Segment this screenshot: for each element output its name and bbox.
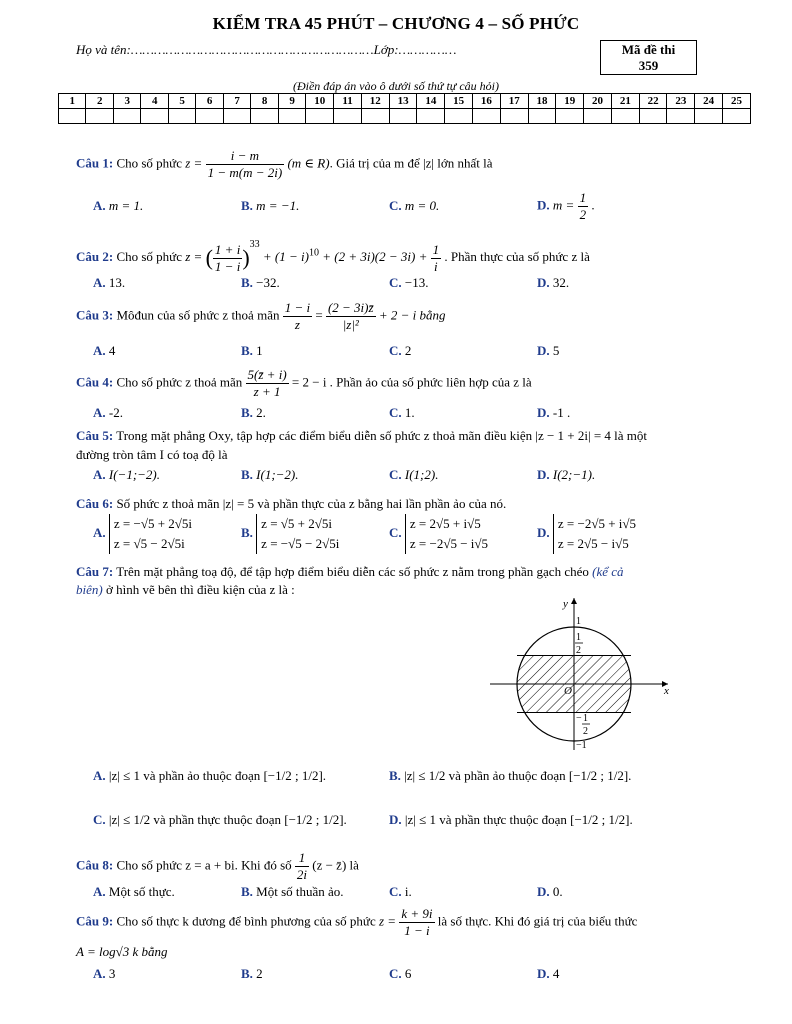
- option-letter: A.: [93, 768, 106, 783]
- question-text: Trên mặt phẳng toạ độ, để tập hợp điểm biểu diễn các số phức z nằm trong phần gạch chéo: [116, 564, 589, 579]
- option-system: [256, 514, 339, 554]
- answer-cell[interactable]: [389, 109, 417, 124]
- grid-number: 18: [528, 94, 556, 109]
- numerator: k + 9i: [401, 906, 433, 921]
- answer-cell[interactable]: [723, 109, 751, 124]
- numerator: 1 − i: [284, 300, 311, 315]
- option-c[interactable]: [93, 812, 347, 828]
- question-text: + 2 − i bằng: [378, 307, 446, 323]
- option-d[interactable]: [537, 275, 569, 291]
- question-label: Câu 9:: [76, 913, 114, 929]
- answer-cell[interactable]: [528, 109, 556, 124]
- option-b[interactable]: [241, 343, 263, 359]
- grid-number: 6: [196, 94, 223, 109]
- answer-cell[interactable]: [584, 109, 612, 124]
- question-5: [76, 428, 726, 444]
- grid-number: 1: [59, 94, 86, 109]
- option-d[interactable]: D. m = $\frac{1}{2}$ .: [537, 190, 595, 222]
- system-row: z = 2√5 − i√5: [557, 536, 629, 551]
- grid-number: 21: [611, 94, 639, 109]
- question-4: [76, 367, 532, 400]
- option-text: Một số thực.: [108, 884, 175, 899]
- answer-cell[interactable]: [278, 109, 305, 124]
- option-text: m = −1.: [256, 198, 300, 213]
- grid-number: 2: [86, 94, 113, 109]
- option-text: I(2;−1).: [552, 467, 596, 482]
- answer-grid: [58, 93, 751, 124]
- grid-number: 10: [306, 94, 334, 109]
- option-text: |z| ≤ 1 và phần ảo thuộc đoạn: [108, 768, 261, 783]
- option-text: -1 .: [552, 405, 571, 420]
- exam-code-label: Mã đề thi: [621, 42, 676, 57]
- question-math: + (2 + 3i)(2 − 3i) +: [322, 249, 428, 264]
- option-c[interactable]: [389, 275, 428, 291]
- option-c[interactable]: [389, 405, 415, 421]
- option-text: 2: [256, 966, 263, 981]
- option-interval: [−1/2 ; 1/2].: [284, 812, 347, 827]
- answer-cell[interactable]: [473, 109, 501, 124]
- question-label: Câu 1:: [76, 155, 114, 171]
- exam-code-value: 359: [638, 58, 659, 73]
- option-a[interactable]: [93, 884, 175, 900]
- denominator: 1 − i: [399, 922, 434, 939]
- option-b[interactable]: [241, 884, 344, 900]
- question-text: . Giá trị của m để |z| lớn nhất là: [329, 155, 493, 171]
- option-letter: A.: [93, 467, 106, 482]
- option-d[interactable]: [537, 514, 636, 554]
- option-d[interactable]: [537, 343, 559, 359]
- option-d[interactable]: [389, 812, 633, 828]
- question-math: (m ∈ R): [287, 155, 330, 171]
- answer-cell[interactable]: [223, 109, 250, 124]
- denominator: z + 1: [246, 383, 289, 400]
- option-text: I(1;2).: [404, 467, 439, 482]
- grid-number: 9: [278, 94, 305, 109]
- question-9-line2: A = log√3 k bằng: [76, 944, 168, 959]
- question-7: [76, 564, 726, 580]
- answer-cell[interactable]: [306, 109, 334, 124]
- option-letter: C.: [389, 405, 402, 420]
- option-a[interactable]: [93, 514, 192, 554]
- y-axis-arrow: [571, 598, 577, 604]
- tick-half-num: 1: [576, 632, 581, 643]
- grid-number: 17: [500, 94, 528, 109]
- answer-note: (Điền đáp án vào ô dưới số thứ tự câu hỏi): [292, 79, 499, 93]
- option-text: 1.: [404, 405, 415, 420]
- option-text: 5: [552, 343, 560, 358]
- option-letter: C.: [389, 343, 402, 358]
- option-text: -2.: [108, 405, 123, 420]
- question-9: [76, 906, 736, 939]
- denominator: i: [431, 258, 442, 275]
- answer-cell[interactable]: [361, 109, 389, 124]
- option-c[interactable]: [389, 884, 412, 900]
- option-letter: D.: [537, 405, 550, 420]
- option-a[interactable]: [93, 275, 125, 291]
- option-text: 32.: [552, 275, 570, 290]
- answer-cell[interactable]: [59, 109, 86, 124]
- fraction: [431, 242, 442, 275]
- option-a[interactable]: [93, 966, 115, 982]
- tick-1: 1: [576, 616, 581, 627]
- answer-cell[interactable]: [667, 109, 695, 124]
- system-row: z = −2√5 − i√5: [409, 536, 489, 551]
- grid-number: 23: [667, 94, 695, 109]
- option-c[interactable]: [389, 514, 488, 554]
- option-letter: C.: [389, 198, 402, 213]
- question-8: [76, 850, 359, 883]
- grid-number: 13: [389, 94, 417, 109]
- option-text: Một số thuần ảo.: [256, 884, 344, 899]
- grid-number: 22: [639, 94, 667, 109]
- option-text: 13.: [108, 275, 126, 290]
- answer-cell[interactable]: [611, 109, 639, 124]
- question-text: Cho số phức: [116, 155, 182, 171]
- grid-number: 7: [223, 94, 250, 109]
- y-axis-label: y: [563, 598, 568, 610]
- option-letter: C.: [389, 467, 402, 482]
- option-letter: B.: [389, 768, 401, 783]
- option-c[interactable]: [389, 198, 439, 214]
- question-text: = 2 − i . Phần ảo của số phức liên hợp của z là: [291, 374, 532, 390]
- option-c[interactable]: [389, 966, 411, 982]
- option-letter: B.: [241, 884, 253, 899]
- answer-cell[interactable]: [251, 109, 278, 124]
- option-interval: [−1/2 ; 1/2].: [263, 768, 327, 783]
- tick-half-den: 2: [576, 645, 581, 656]
- option-a[interactable]: [93, 768, 326, 784]
- option-text: |z| ≤ 1/2 và phần ảo thuộc đoạn: [404, 768, 566, 783]
- option-b[interactable]: [241, 966, 263, 982]
- system-row: z = √5 + 2√5i: [261, 516, 332, 531]
- option-text: I(−1;−2).: [108, 467, 161, 482]
- option-interval: [−1/2 ; 1/2].: [568, 768, 632, 783]
- fraction: [206, 148, 285, 181]
- numerator: (2 − 3i)z̄: [327, 300, 374, 315]
- answer-cell[interactable]: [639, 109, 667, 124]
- question-math: z =: [185, 155, 203, 171]
- grid-number: 12: [361, 94, 389, 109]
- option-d[interactable]: [537, 405, 570, 421]
- denominator: |z|²: [326, 316, 376, 333]
- numerator: 1: [579, 190, 587, 205]
- option-a[interactable]: [93, 405, 123, 421]
- option-letter: B.: [241, 966, 253, 981]
- fraction: [283, 300, 312, 333]
- question-label: Câu 8:: [76, 857, 114, 873]
- numerator: i − m: [230, 148, 260, 163]
- system-row: z = −√5 + 2√5i: [113, 516, 193, 531]
- question-text: Trong mặt phẳng Oxy, tập hợp các điểm biểu diễn số phức z thoả mãn điều kiện |z − 1 + 2i| = 4 là một: [116, 428, 648, 443]
- option-text: 1: [256, 343, 263, 358]
- question-text: Cho số phức: [116, 249, 182, 264]
- option-letter: B.: [241, 405, 253, 420]
- question-math: z =: [379, 913, 397, 929]
- answer-cell[interactable]: [141, 109, 168, 124]
- option-text: 3: [108, 966, 116, 981]
- question-text: . Phần thực của số phức z là: [444, 249, 590, 264]
- question-label: Câu 5:: [76, 428, 114, 443]
- question-7-line2: [76, 582, 295, 598]
- option-letter: A.: [93, 343, 106, 358]
- option-letter: A.: [93, 524, 106, 540]
- system-row: z = −2√5 + i√5: [557, 516, 637, 531]
- answer-cell[interactable]: [445, 109, 473, 124]
- option-letter: D.: [537, 343, 550, 358]
- option-letter: B.: [241, 524, 253, 540]
- origin-label: O: [564, 685, 572, 697]
- question-label: Câu 7:: [76, 564, 114, 579]
- exam-title: KIỂM TRA 45 PHÚT – CHƯƠNG 4 – SỐ PHỨC: [212, 14, 580, 33]
- option-b[interactable]: [241, 405, 266, 421]
- grid-number: 24: [695, 94, 723, 109]
- option-text: −32.: [256, 275, 280, 290]
- grid-number: 3: [113, 94, 140, 109]
- option-text: m = 0.: [404, 198, 440, 213]
- student-info-line: Họ và tên:………………………………………………………Lớp:……………: [76, 42, 457, 57]
- numerator: 5(z̄ + i): [247, 367, 287, 382]
- option-letter: A.: [93, 405, 106, 420]
- option-text: m = 1.: [108, 198, 144, 213]
- option-text: i.: [404, 884, 412, 899]
- question-label: Câu 6:: [76, 496, 114, 511]
- answer-cell[interactable]: [113, 109, 140, 124]
- grid-number: 4: [141, 94, 168, 109]
- option-system: [553, 514, 636, 554]
- option-letter: A.: [93, 198, 106, 213]
- option-text: 4: [552, 966, 560, 981]
- option-text: 2: [404, 343, 412, 358]
- option-letter: A.: [93, 275, 106, 290]
- option-a[interactable]: [93, 198, 143, 214]
- grid-number: 20: [584, 94, 612, 109]
- question-text: ở hình vẽ bên thì điều kiện của z là :: [105, 582, 295, 597]
- question-text: Cho số phức z thoả mãn: [116, 374, 243, 390]
- question-text: Cho số thực k dương để bình phương của số phức: [116, 913, 376, 929]
- question-math: =: [315, 307, 323, 323]
- answer-cell[interactable]: [196, 109, 223, 124]
- x-axis-label: x: [664, 685, 669, 697]
- exponent: 33: [249, 239, 260, 250]
- fraction: [295, 850, 309, 883]
- option-interval: [−1/2 ; 1/2].: [570, 812, 633, 827]
- option-letter: D.: [389, 812, 402, 827]
- system-row: z = 2√5 + i√5: [409, 516, 481, 531]
- numerator: 1 + i: [214, 241, 241, 257]
- question-text: Số phức z thoả mãn |z| = 5 và phần thực của z bằng hai lần phần ảo của nó.: [116, 496, 507, 511]
- option-letter: A.: [93, 884, 106, 899]
- option-b[interactable]: [241, 275, 280, 291]
- option-letter: B.: [241, 198, 253, 213]
- denominator: 2: [579, 207, 587, 222]
- tick-neg-1: −1: [576, 740, 587, 751]
- question-text: là số thực. Khi đó giá trị của biểu thức: [437, 913, 638, 929]
- option-letter: A.: [93, 966, 106, 981]
- option-letter: C.: [389, 884, 402, 899]
- question-1: [76, 148, 493, 181]
- option-letter: D.: [537, 966, 550, 981]
- question-text: biên): [76, 582, 103, 597]
- fraction: [399, 906, 434, 939]
- exponent: 10: [308, 247, 319, 259]
- option-letter: D.: [537, 197, 550, 213]
- question-2: Câu 2: Cho số phức z = ( $\frac{1 + i}{1 - i}$ )$^{33} + (1 - i)^{10} + (2 + 3i)(2 - 3i)$ + $\frac{1}{i}$ . Phần thực của số phức z là: [76, 239, 590, 274]
- option-text: 0.: [552, 884, 563, 899]
- option-letter: B.: [241, 467, 253, 482]
- system-row: z = √5 − 2√5i: [113, 536, 185, 551]
- option-letter: C.: [389, 966, 402, 981]
- option-letter: B.: [241, 343, 253, 358]
- option-b[interactable]: [241, 198, 299, 214]
- option-c[interactable]: [389, 467, 438, 483]
- option-letter: C.: [93, 812, 106, 827]
- option-c[interactable]: [389, 343, 411, 359]
- option-letter: B.: [241, 275, 253, 290]
- fraction: [213, 242, 242, 275]
- question-text: (z − z̄) là: [312, 857, 359, 873]
- question-label: Câu 4:: [76, 374, 114, 390]
- question-text: Cho số phức z = a + bi. Khi đó số: [116, 857, 292, 873]
- answer-cell[interactable]: [695, 109, 723, 124]
- tick-neg-half-den: 2: [583, 726, 588, 737]
- denominator: z: [283, 316, 312, 333]
- denominator: 1 − i: [214, 258, 241, 274]
- question-text: Môđun của số phức z thoả mãn: [116, 307, 280, 323]
- question-6: [76, 496, 506, 512]
- option-letter: D.: [537, 524, 550, 540]
- grid-number: 16: [473, 94, 501, 109]
- denominator: 1 − m(m − 2i): [207, 165, 283, 180]
- option-text: 6: [404, 966, 412, 981]
- grid-number: 8: [251, 94, 278, 109]
- question-label: Câu 2:: [76, 249, 114, 264]
- numerator: 1: [432, 241, 440, 257]
- option-letter: C.: [389, 275, 402, 290]
- fraction: [326, 300, 376, 333]
- option-b[interactable]: [389, 768, 631, 784]
- option-system: [405, 514, 488, 554]
- option-a[interactable]: [93, 343, 115, 359]
- tick-neg-half-sign: −: [576, 713, 582, 724]
- denominator: 2i: [296, 867, 307, 882]
- fraction: [578, 190, 589, 223]
- option-d[interactable]: [537, 467, 595, 483]
- fraction: [246, 367, 289, 400]
- option-system: [109, 514, 192, 554]
- question-3: [76, 300, 445, 333]
- grid-number: 5: [168, 94, 195, 109]
- option-b[interactable]: [241, 467, 299, 483]
- answer-cell[interactable]: [86, 109, 113, 124]
- grid-number: 19: [556, 94, 584, 109]
- complex-plane-figure: [486, 594, 686, 754]
- option-letter: C.: [389, 524, 402, 540]
- option-text: |z| ≤ 1 và phần thực thuộc đoạn: [404, 812, 567, 827]
- answer-cell[interactable]: [500, 109, 528, 124]
- grid-number: 25: [723, 94, 751, 109]
- question-math: z =: [185, 249, 203, 264]
- question-math: + (1 − i): [262, 249, 309, 264]
- tick-neg-half-num: 1: [583, 713, 588, 724]
- answer-cell[interactable]: [334, 109, 362, 124]
- grid-number: 15: [445, 94, 473, 109]
- option-letter: D.: [537, 884, 550, 899]
- option-d[interactable]: [537, 966, 559, 982]
- exam-code-box: [600, 40, 697, 75]
- system-row: z = −√5 − 2√5i: [261, 536, 340, 551]
- option-a[interactable]: [93, 467, 160, 483]
- option-text: 4: [108, 343, 116, 358]
- option-text: 2.: [256, 405, 266, 420]
- grid-number: 11: [334, 94, 362, 109]
- question-text: (kể cả: [592, 564, 624, 579]
- option-text: I(1;−2).: [256, 467, 299, 482]
- option-letter: D.: [537, 275, 550, 290]
- answer-cell[interactable]: [417, 109, 445, 124]
- option-letter: D.: [537, 467, 550, 482]
- option-text: |z| ≤ 1/2 và phần thực thuộc đoạn: [108, 812, 281, 827]
- option-text: m =: [552, 197, 575, 213]
- answer-cell[interactable]: [556, 109, 584, 124]
- question-5-line2: đường tròn tâm I có toạ độ là: [76, 447, 228, 462]
- question-label: Câu 3:: [76, 307, 114, 323]
- option-text: −13.: [404, 275, 429, 290]
- grid-number: 14: [417, 94, 445, 109]
- option-b[interactable]: [241, 514, 339, 554]
- option-d[interactable]: [537, 884, 563, 900]
- numerator: 1: [298, 850, 306, 865]
- answer-cell[interactable]: [168, 109, 195, 124]
